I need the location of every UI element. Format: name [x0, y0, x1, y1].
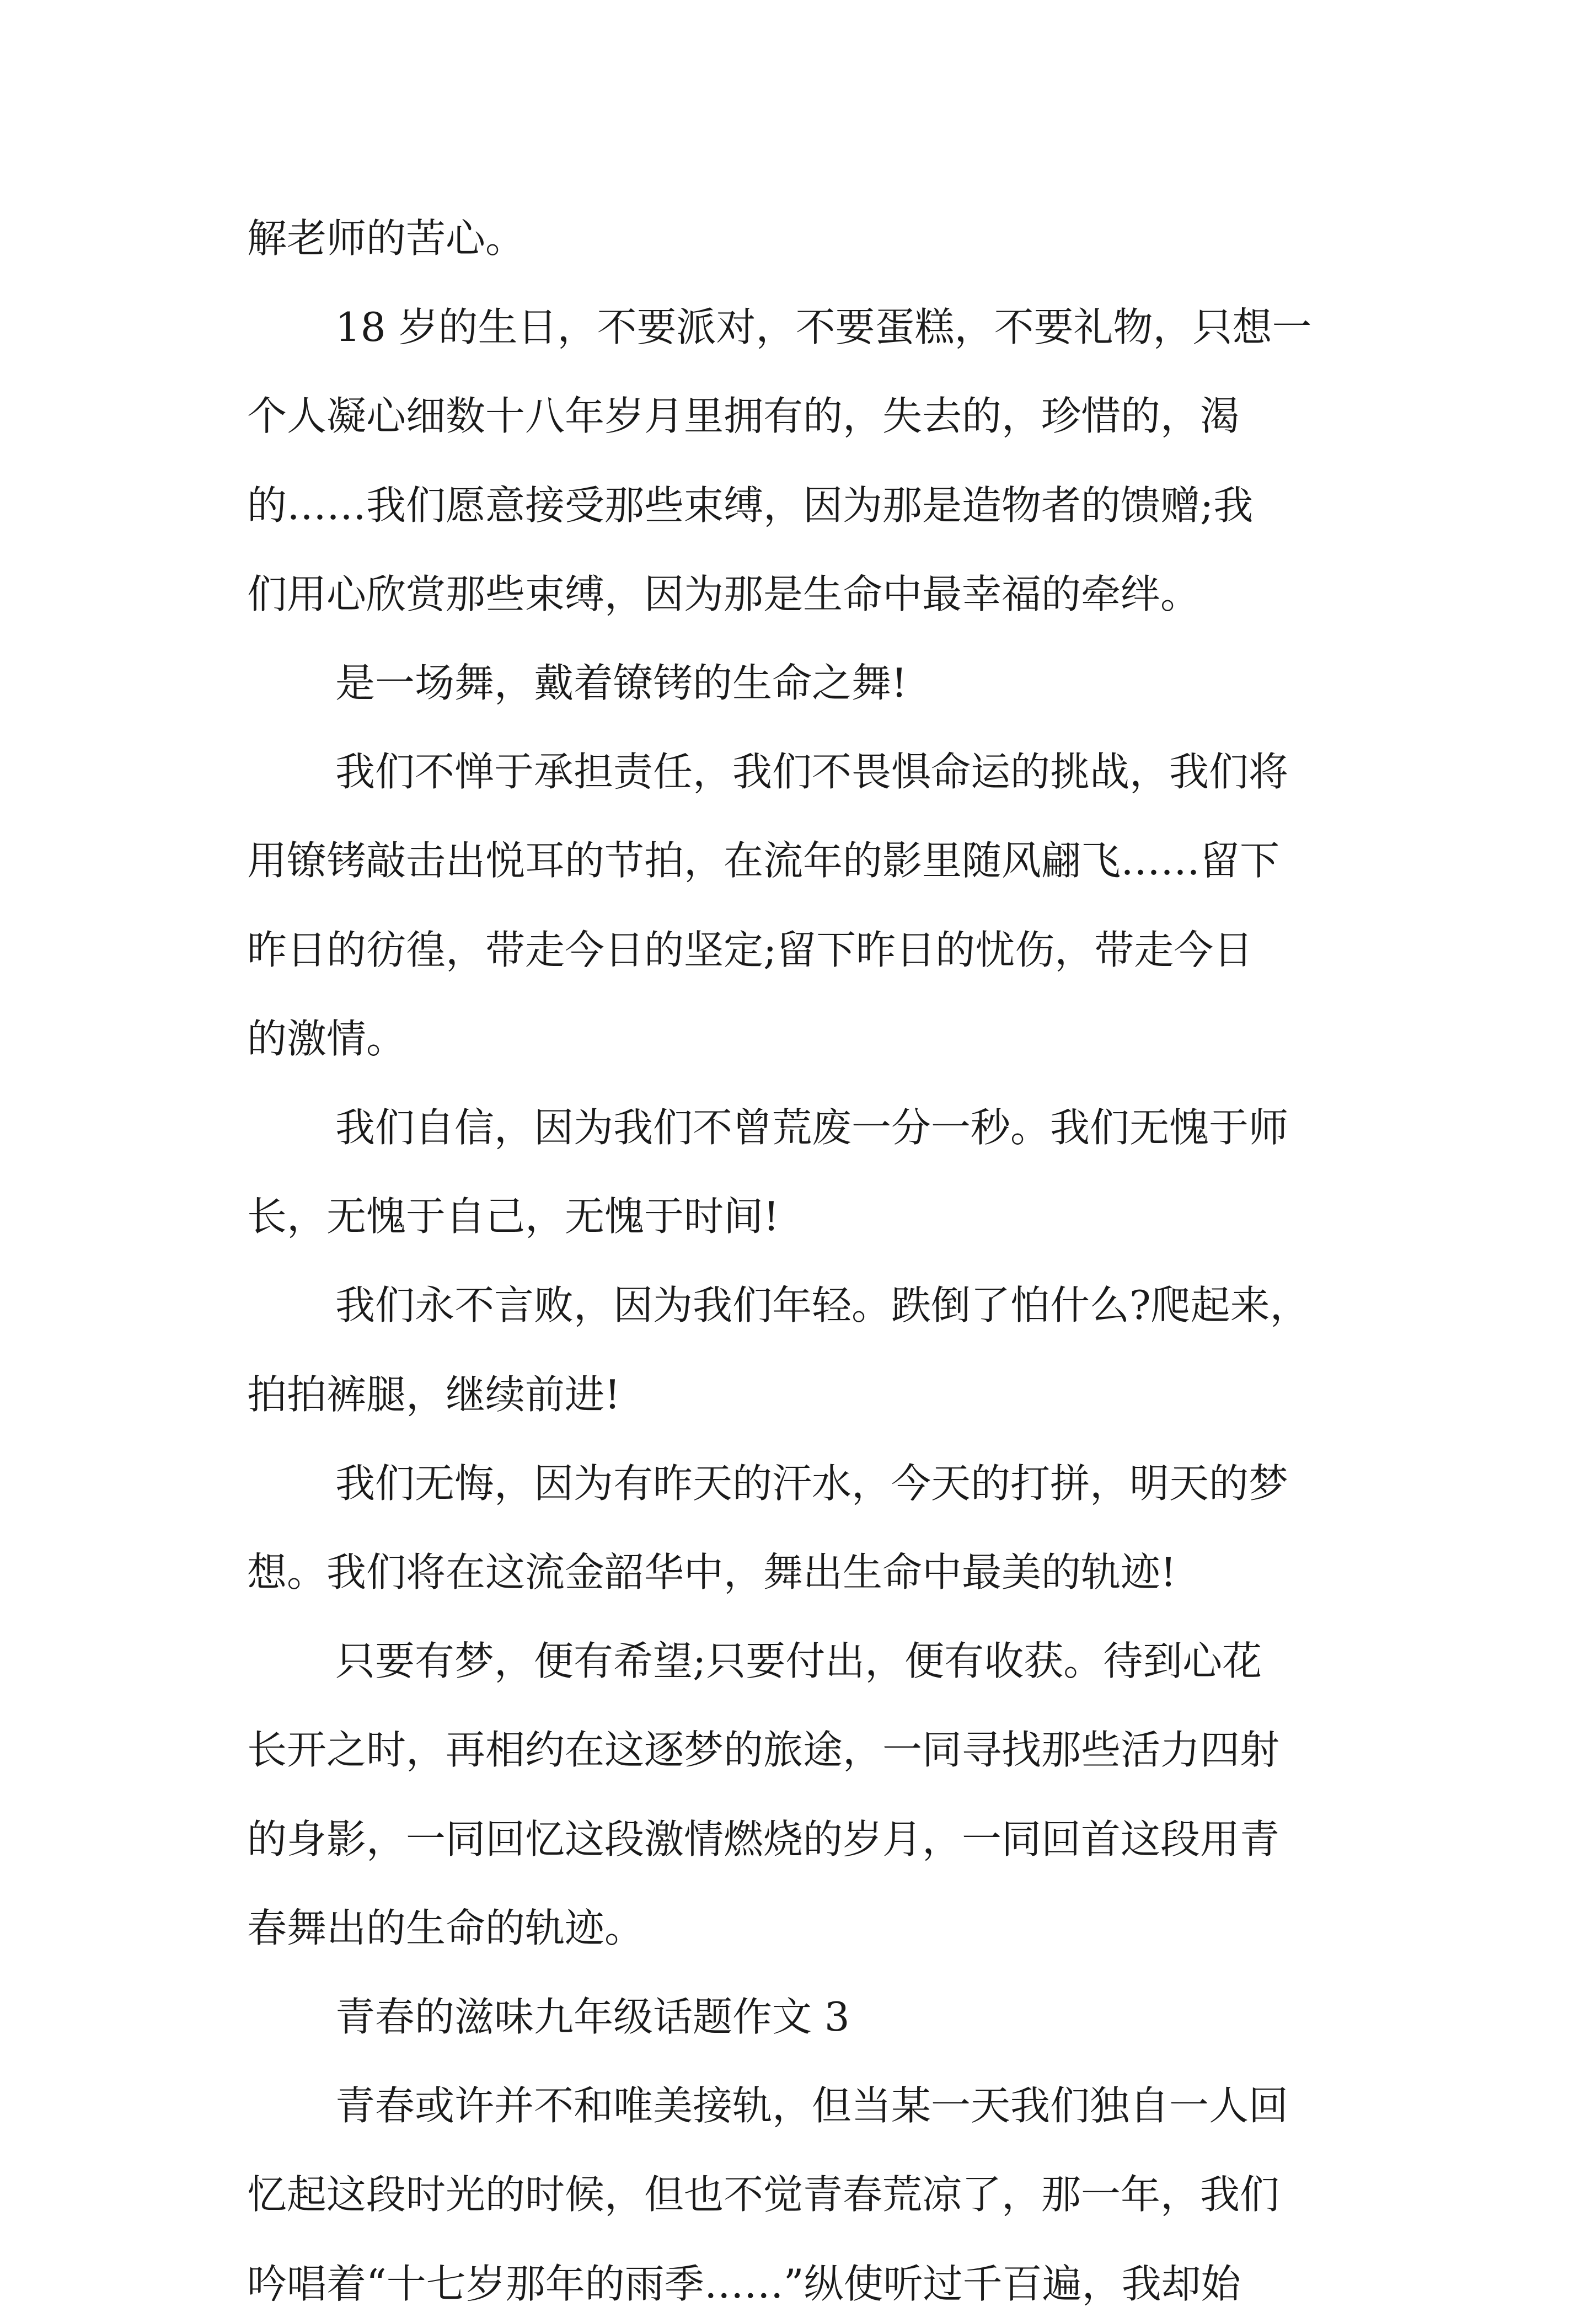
text-line: 的激情。 — [247, 1015, 406, 1062]
text-line: 用镣铐敲击出悦耳的节拍，在流年的影里随风翩飞……留下 — [247, 837, 1280, 884]
text-line: 个人凝心细数十八年岁月里拥有的，失去的，珍惜的，渴 — [247, 393, 1240, 440]
text-line: 长开之时，再相约在这逐梦的旅途，一同寻找那些活力四射 — [247, 1727, 1280, 1774]
text-line: 我们永不言败，因为我们年轻。跌倒了怕什么?爬起来， — [335, 1282, 1310, 1329]
text-line: 的身影，一同回忆这段激情燃烧的岁月，一同回首这段用青 — [247, 1815, 1280, 1862]
text-line: 青春或许并不和唯美接轨，但当某一天我们独自一人回 — [335, 2082, 1289, 2129]
text-line: 我们不惮于承担责任，我们不畏惧命运的挑战，我们将 — [335, 749, 1289, 795]
text-line: 忆起这段时光的时候，但也不觉青春荒凉了，那一年，我们 — [247, 2171, 1280, 2218]
text-line: 我们自信，因为我们不曾荒废一分一秒。我们无愧于师 — [335, 1104, 1289, 1151]
text-line: 拍拍裤腿，继续前进! — [247, 1371, 620, 1418]
text-line: 的……我们愿意接受那些束缚，因为那是造物者的馈赠;我 — [247, 482, 1254, 528]
text-line: 解老师的苦心。 — [247, 215, 526, 261]
text-line: 吟唱着“十七岁那年的雨季……”纵使听过千百遍，我却始 — [247, 2260, 1241, 2307]
text-line: 昨日的彷徨，带走今日的坚定;留下昨日的忧伤，带走今日 — [247, 926, 1254, 973]
text-line: 是一场舞，戴着镣铐的生命之舞! — [335, 660, 907, 706]
text-line: 想。我们将在这流金韶华中，舞出生命中最美的轨迹! — [247, 1549, 1176, 1595]
text-line: 春舞出的生命的轨迹。 — [247, 1904, 645, 1951]
text-line: 只要有梦，便有希望;只要付出，便有收获。待到心花 — [335, 1638, 1262, 1685]
text-line: 们用心欣赏那些束缚，因为那是生命中最幸福的牵绊。 — [247, 570, 1201, 617]
text-line: 我们无悔，因为有昨天的汗水，今天的打拼，明天的梦 — [335, 1460, 1289, 1507]
text-line: 青春的滋味九年级话题作文 3 — [335, 1994, 850, 2040]
text-line: 18 岁的生日，不要派对，不要蛋糕，不要礼物，只想一 — [335, 304, 1312, 351]
text-line: 长，无愧于自己，无愧于时间! — [247, 1193, 779, 1240]
